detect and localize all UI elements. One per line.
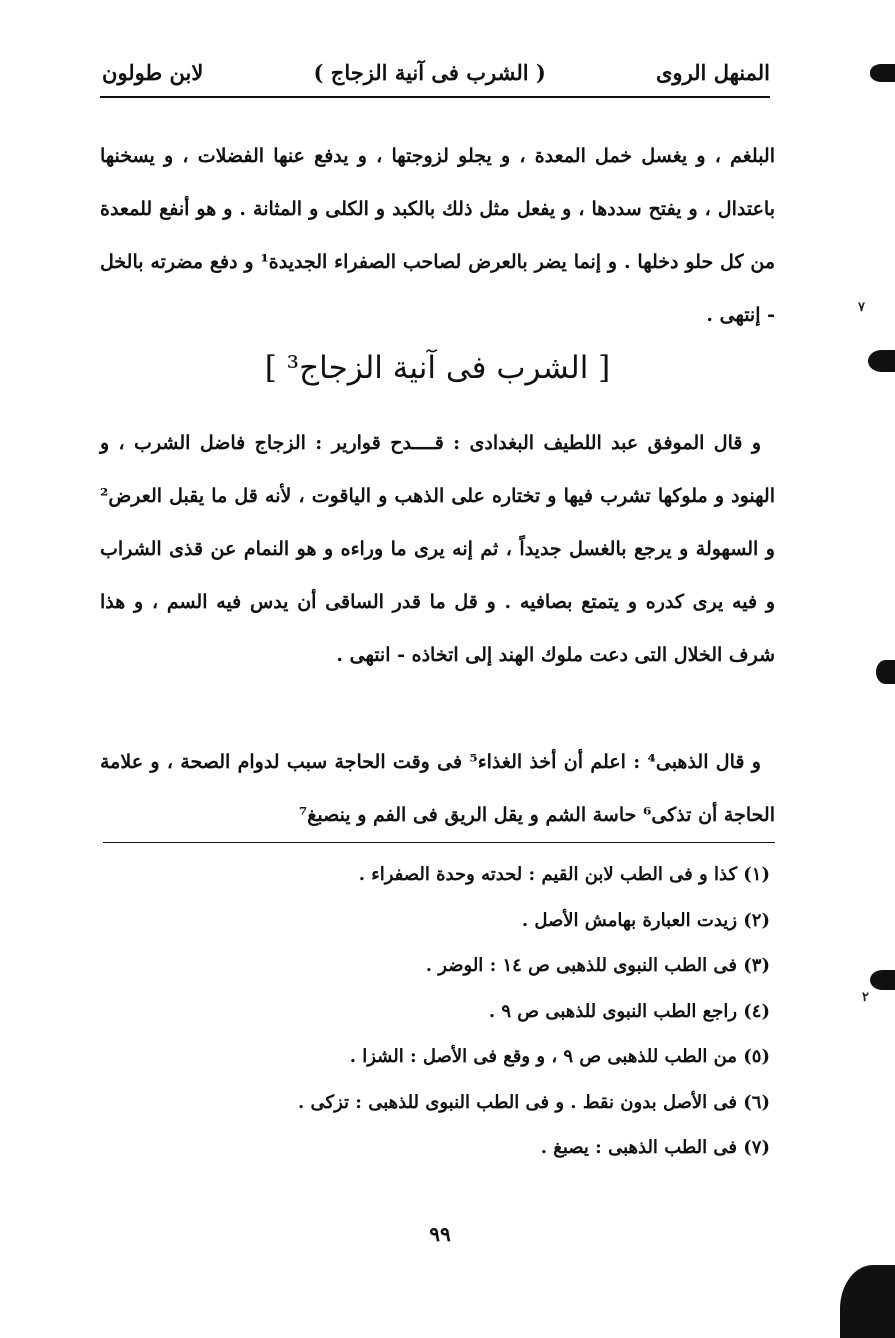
footnote-rule: [103, 842, 775, 843]
footnotes: [100, 852, 770, 1171]
footnote-3: (٣) فى الطب النبوى للذهبى ص ١٤ : الوضر .: [425, 955, 770, 976]
footnote-4: (٤) راجع الطب النبوى للذهبى ص ٩ .: [488, 1000, 770, 1022]
header-section-title: ( الشرب فى آنية الزجاج ): [313, 59, 546, 85]
scan-margin-mark: [870, 64, 895, 82]
margin-line-number: ٧: [858, 300, 865, 315]
paragraph-dhahabi: [100, 736, 775, 842]
paragraph-text: و قال الذهبى⁴ : اعلم أن أخذ الغذاء⁵ فى وقت الحاجة سبب لدوام الصحة ، و علامة الحاجة أن تذكى⁶ حاسة الشم و يقل الريق فى الفم و ينصبغ⁷: [100, 751, 775, 826]
page-number: ٩٩: [429, 1222, 451, 1246]
footnote-7: (٧) فى الطب الذهبى : يصبغ .: [540, 1137, 770, 1158]
paragraph-text: البلغم ، و يغسل خمل المعدة ، و يجلو لزوجتها ، و يدفع عنها الفضلات ، و يسخنها باعتدال ، و يفتح سددها ، و يفعل مثل ذلك بالكبد و الكلى و المثانة . و هو أنفع للمعدة من كل حلو دخلها . و إنما يضر بالعرض لصاحب الصفراء الجديدة¹ و دفع مضرته بالخل - إنتهى .: [100, 145, 776, 326]
margin-line-number: ٢: [862, 990, 869, 1005]
header-book-title: المنهل الروى: [655, 59, 770, 85]
paragraph-text: و قال الموفق عبد اللطيف البغدادى : قــــدح قوارير : الزجاج فاضل الشرب ، و الهنود و ملوكها تشرب فيها و تختاره على الذهب و الياقوت ، لأنه قل ما يقبل العرض² و السهولة و يرجع بالغسل جديداً ، ثم إنه يرى ما وراءه و هو النمام عن قذى الشراب و فيه يرى كدره و يتمتع بصافيه . و قل ما قدر الساقى أن يدس فيه السم ، و هذا شرف الخلال التى دعت ملوك الهند إلى اتخاذه - انتهى .: [100, 432, 775, 666]
paragraph-baghdadi: [100, 417, 775, 682]
running-header: [102, 52, 770, 92]
footnote-1: (١) كذا و فى الطب لابن القيم : لحدته وحدة الصفراء .: [358, 864, 770, 885]
scan-corner-shadow: [840, 1265, 895, 1338]
scan-margin-mark: [868, 350, 895, 372]
scan-margin-mark: [876, 660, 895, 684]
footnote-2: (٢) زيدت العبارة بهامش الأصل .: [521, 909, 770, 931]
section-heading: [ الشرب فى آنية الزجاج³ ]: [264, 350, 611, 386]
footnote-6: (٦) فى الأصل بدون نقط . و فى الطب النبوى للذهبى : تزكى .: [297, 1091, 770, 1113]
footnote-5: (٥) من الطب للذهبى ص ٩ ، و وقع فى الأصل : الشزا .: [349, 1046, 770, 1067]
header-author: لابن طولون: [102, 59, 204, 85]
header-rule: [100, 96, 770, 98]
paragraph-continued: [100, 130, 775, 342]
scan-margin-mark: [870, 970, 895, 990]
